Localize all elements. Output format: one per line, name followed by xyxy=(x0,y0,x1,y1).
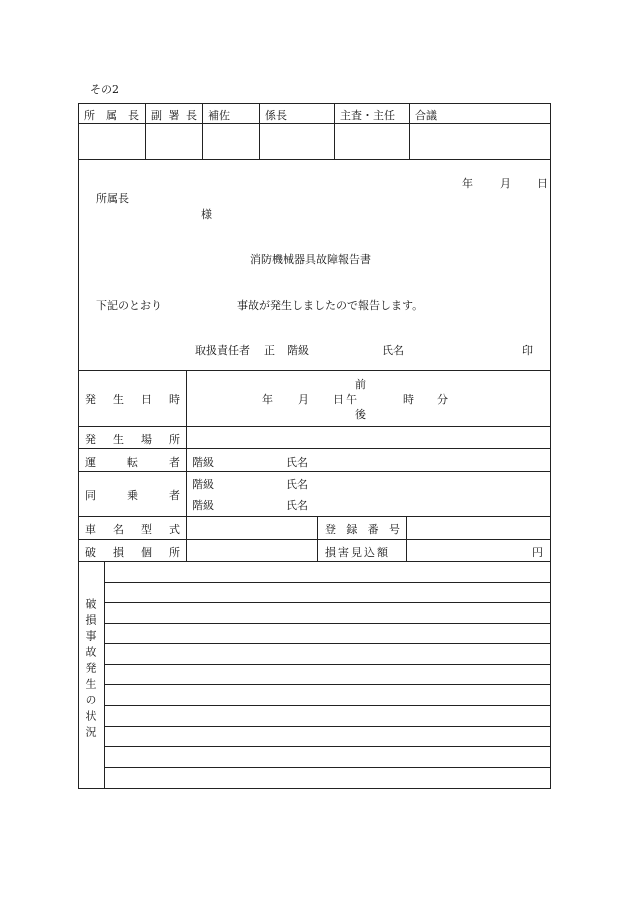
occ-minute: 分 xyxy=(437,393,448,406)
label-char: 式 xyxy=(169,523,180,536)
label-char: 乗 xyxy=(127,489,138,502)
yen-unit: 円 xyxy=(532,546,543,559)
passenger2-rank-label: 階級 xyxy=(192,499,214,512)
label-char: 発 xyxy=(85,433,96,446)
passenger1-name-label: 氏名 xyxy=(286,478,308,491)
header-shozokucho xyxy=(84,107,139,123)
occ-hour: 時 xyxy=(403,393,414,406)
occ-day: 日 xyxy=(333,393,344,406)
primary-label: 正 xyxy=(264,344,275,357)
registration-label xyxy=(325,521,400,537)
passenger1-rank-label: 階級 xyxy=(192,478,214,491)
intro-suffix: 事故が発生しましたので報告します。 xyxy=(237,299,424,312)
header-fukushocho xyxy=(151,107,197,123)
vehicle-model-label xyxy=(85,521,180,537)
driver-rank-label: 階級 xyxy=(192,456,214,469)
label-char: 号 xyxy=(388,523,400,536)
label-char: 録 xyxy=(346,523,358,536)
occ-noon: 午 xyxy=(346,393,357,406)
label-char: 転 xyxy=(127,456,138,469)
responsible-rank-label: 階級 xyxy=(287,344,309,357)
label-char: 破 xyxy=(85,546,96,559)
header-hosa: 補佐 xyxy=(208,109,230,122)
date-year: 年 xyxy=(462,177,473,190)
date-month: 月 xyxy=(500,177,511,190)
occ-month: 月 xyxy=(298,393,309,406)
header-gogi: 合議 xyxy=(415,109,437,122)
passenger-label xyxy=(85,487,180,503)
label-char: 発 xyxy=(85,393,96,406)
label-char: 時 xyxy=(169,393,180,406)
label-char: 副 xyxy=(151,109,162,122)
honorific: 様 xyxy=(201,208,212,221)
label-char: 属 xyxy=(106,109,117,122)
label-char: 個 xyxy=(141,546,152,559)
occ-year: 年 xyxy=(262,393,273,406)
label-char: 名 xyxy=(113,523,124,536)
intro-prefix: 下記のとおり xyxy=(96,299,162,312)
place-label xyxy=(85,431,180,447)
label-char: 所 xyxy=(169,433,180,446)
passenger2-name-label: 氏名 xyxy=(286,499,308,512)
label-char: 所 xyxy=(169,546,180,559)
page-label: その2 xyxy=(90,83,119,96)
header-kakaricho: 係長 xyxy=(265,109,287,122)
header-shusa-shunin: 主査・主任 xyxy=(340,109,395,122)
label-char: 番 xyxy=(367,523,379,536)
label-char: 場 xyxy=(141,433,152,446)
date-day: 日 xyxy=(537,177,548,190)
label-char: 型 xyxy=(141,523,152,536)
driver-label xyxy=(85,454,180,470)
label-char: 車 xyxy=(85,523,96,536)
report-title: 消防機械器具故障報告書 xyxy=(250,253,371,266)
occ-am: 前 xyxy=(355,378,366,391)
occurrence-datetime-label xyxy=(85,391,180,407)
responsible-label: 取扱責任者 xyxy=(195,344,250,357)
label-char: 長 xyxy=(186,109,197,122)
situation-label: 破損事故発生の状況 xyxy=(84,598,97,742)
addressee-title: 所属長 xyxy=(96,192,129,205)
label-char: 者 xyxy=(169,489,180,502)
label-char: 登 xyxy=(325,523,336,536)
responsible-name-label: 氏名 xyxy=(382,344,404,357)
label-char: 所 xyxy=(84,109,95,122)
label-char: 生 xyxy=(113,433,124,446)
label-char: 者 xyxy=(169,456,180,469)
label-char: 損 xyxy=(113,546,124,559)
label-char: 運 xyxy=(85,456,96,469)
label-char: 生 xyxy=(113,393,124,406)
label-char: 日 xyxy=(141,393,152,406)
seal-mark: 印 xyxy=(522,344,533,357)
damaged-part-label xyxy=(85,544,180,560)
driver-name-label: 氏名 xyxy=(286,456,308,469)
label-char: 長 xyxy=(128,109,139,122)
occ-pm: 後 xyxy=(355,408,366,421)
label-char: 同 xyxy=(85,489,96,502)
estimated-damage-label: 損害見込額 xyxy=(325,546,390,559)
label-char: 署 xyxy=(168,109,180,122)
